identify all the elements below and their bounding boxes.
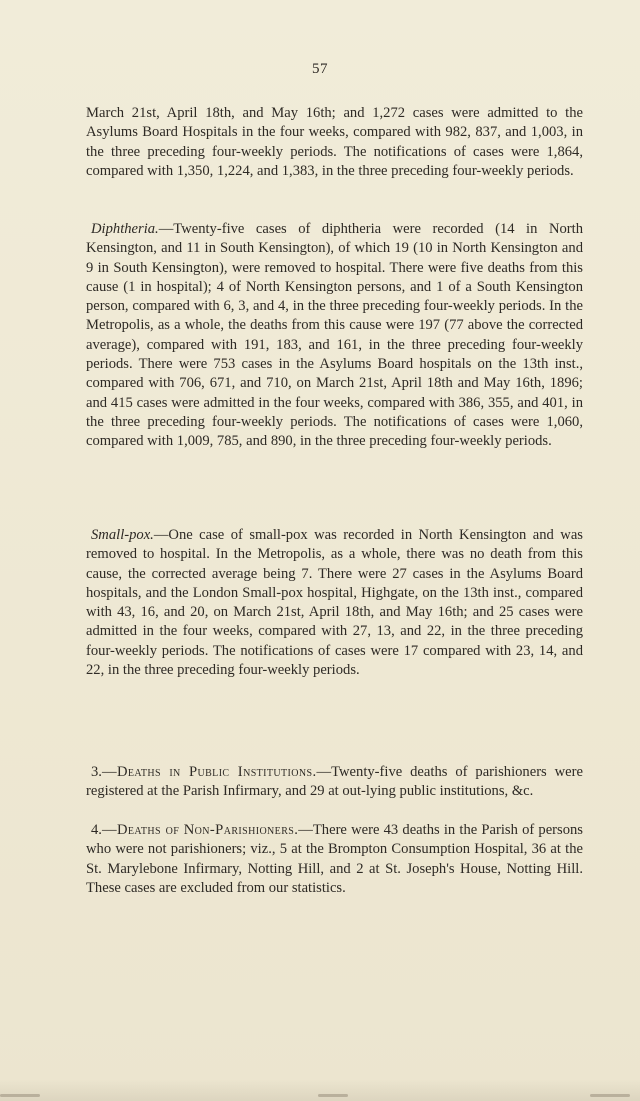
paragraph-measles-continued — [86, 104, 583, 181]
page-bottom-edge — [0, 1079, 640, 1101]
paragraph-diphtheria — [86, 220, 583, 452]
edge-mark — [318, 1094, 348, 1097]
public-institutions-heading: —Deaths in Public Institutions. — [101, 764, 317, 780]
section-number: 3. — [91, 764, 102, 780]
paragraph-non-parishioners — [86, 821, 583, 898]
small-pox-heading: Small-pox. — [91, 527, 154, 543]
paragraph-public-institutions — [86, 763, 583, 802]
public-institutions-text: —Twenty-five deaths of parishioners were registered at the Parish Infirmary, and 29 at out-lying public institutions, &c. — [86, 764, 583, 800]
diphtheria-text: —Twenty-five cases of diphtheria were recorded (14 in North Kensington, and 11 in South Kensington), of which 19 (10 in North Kensington and 9 in South Kensington), were removed to hospital. There were five deaths from this cause (1 in hospital); 4 of North Kensington persons, and 1 of a South Kensington person, compared with 6, 3, and 4, in the three preceding four-weekly periods. In the Metropolis, as a whole, the deaths from this cause were 197 (77 above the corrected average), compared with 191, 183, and 161, in the three preceding four-weekly periods. There were 753 cases in the Asylums Board hospitals on the 13th inst., compared with 706, 671, and 710, on March 21st, April 18th and May 16th, 1896; and 415 cases were admitted in the four weeks, compared with 386, 355, and 401, in the three preceding four-weekly periods. The notifications of cases were 1,060, compared with 1,009, 785, and 890, in the three preceding four-weekly periods. — [86, 221, 583, 450]
non-parishioners-text: —There were 43 deaths in the Parish of persons who were not parishioners; viz., 5 at the Brompton Consumption Hospital, 36 at the St. Marylebone Infirmary, Notting Hill, and 2 at St. Joseph's House, Notting Hill. These cases are excluded from our statistics. — [86, 822, 583, 896]
page-number: 57 — [312, 61, 328, 77]
paragraph-body — [86, 526, 583, 680]
paragraph-body — [86, 821, 583, 898]
paragraph-text: March 21st, April 18th, and May 16th; and 1,272 cases were admitted to the Asylums Board Hospitals in the four weeks, compared with 982, 837, and 1,003, in the three preceding four-weekly periods. The notifications of cases were 1,864, compared with 1,350, 1,224, and 1,383, in the three preceding four-weekly periods. — [86, 105, 583, 179]
paragraph-body — [86, 763, 583, 802]
paragraph-small-pox — [86, 526, 583, 680]
diphtheria-heading: Diphtheria. — [91, 221, 159, 237]
small-pox-text: —One case of small-pox was recorded in North Kensington and was removed to hospital. In the Metropolis, as a whole, there was no death from this cause, the corrected average being 7. There were 27 cases in the Asylums Board hospitals, and the London Small-pox hospital, Highgate, on the 13th inst., compared with 43, 16, and 20, on March 21st, April 18th, and May 16th; and 25 cases were admitted in the four weeks, compared with 27, 13, and 22, in the three preceding four-weekly periods. The notifications of cases were 17 compared with 23, 14, and 22, in the three preceding four-weekly periods. — [86, 527, 583, 679]
edge-mark — [590, 1094, 630, 1097]
edge-mark — [0, 1094, 40, 1097]
paragraph-body — [86, 220, 583, 452]
non-parishioners-heading: —Deaths of Non-Parishioners. — [101, 822, 299, 838]
section-number: 4. — [91, 822, 102, 838]
